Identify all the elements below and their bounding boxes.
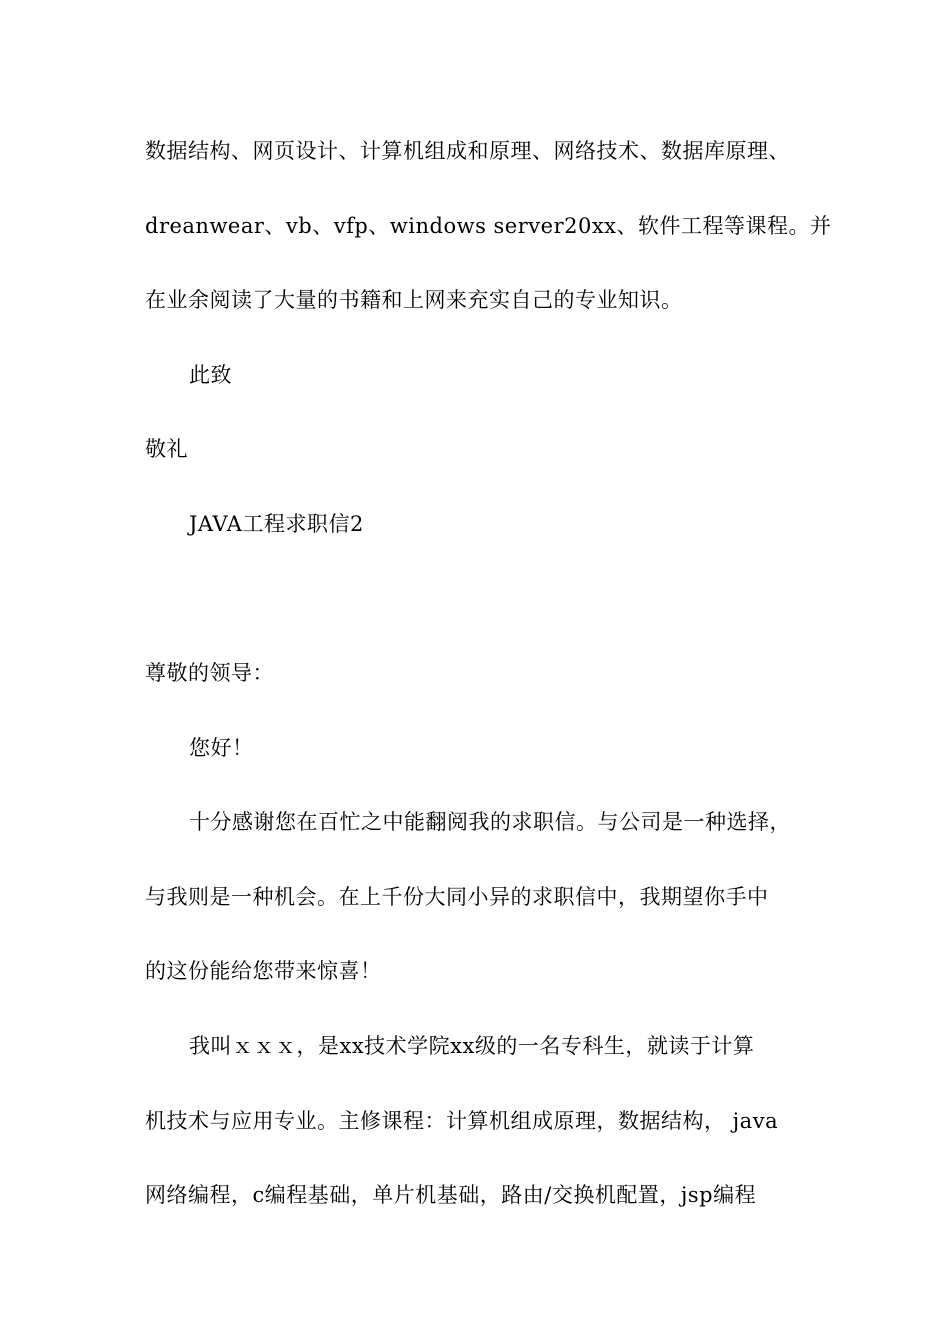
paragraph-line: 机技术与应用专业。主修课程：计算机组成原理，数据结构， java [145,1109,779,1133]
paragraph-line: 在业余阅读了大量的书籍和上网来充实自己的专业知识。 [145,288,683,312]
letter-greeting: 您好！ [189,736,254,760]
paragraph-line: 网络编程，c编程基础，单片机基础，路由/交换机配置，jsp编程 [145,1183,757,1207]
closing-salutation: 此致 [189,363,232,387]
paragraph-line: 数据结构、网页设计、计算机组成和原理、网络技术、数据库原理、 [145,139,790,163]
paragraph-line: 与我则是一种机会。在上千份大同小异的求职信中，我期望你手中 [145,885,769,909]
closing-regards: 敬礼 [145,437,188,461]
paragraph-line: dreanwear、vb、vfp、windows server20xx、软件工程等课程。并 [145,214,832,238]
section-title: JAVA工程求职信2 [189,512,364,536]
paragraph-line: 十分感谢您在百忙之中能翻阅我的求职信。与公司是一种选择， [189,810,791,834]
paragraph-line: 的这份能给您带来惊喜！ [145,959,382,983]
paragraph-line: 我叫ｘｘｘ，是xx技术学院xx级的一名专科生，就读于计算 [189,1034,755,1058]
letter-addressee: 尊敬的领导： [145,661,274,685]
